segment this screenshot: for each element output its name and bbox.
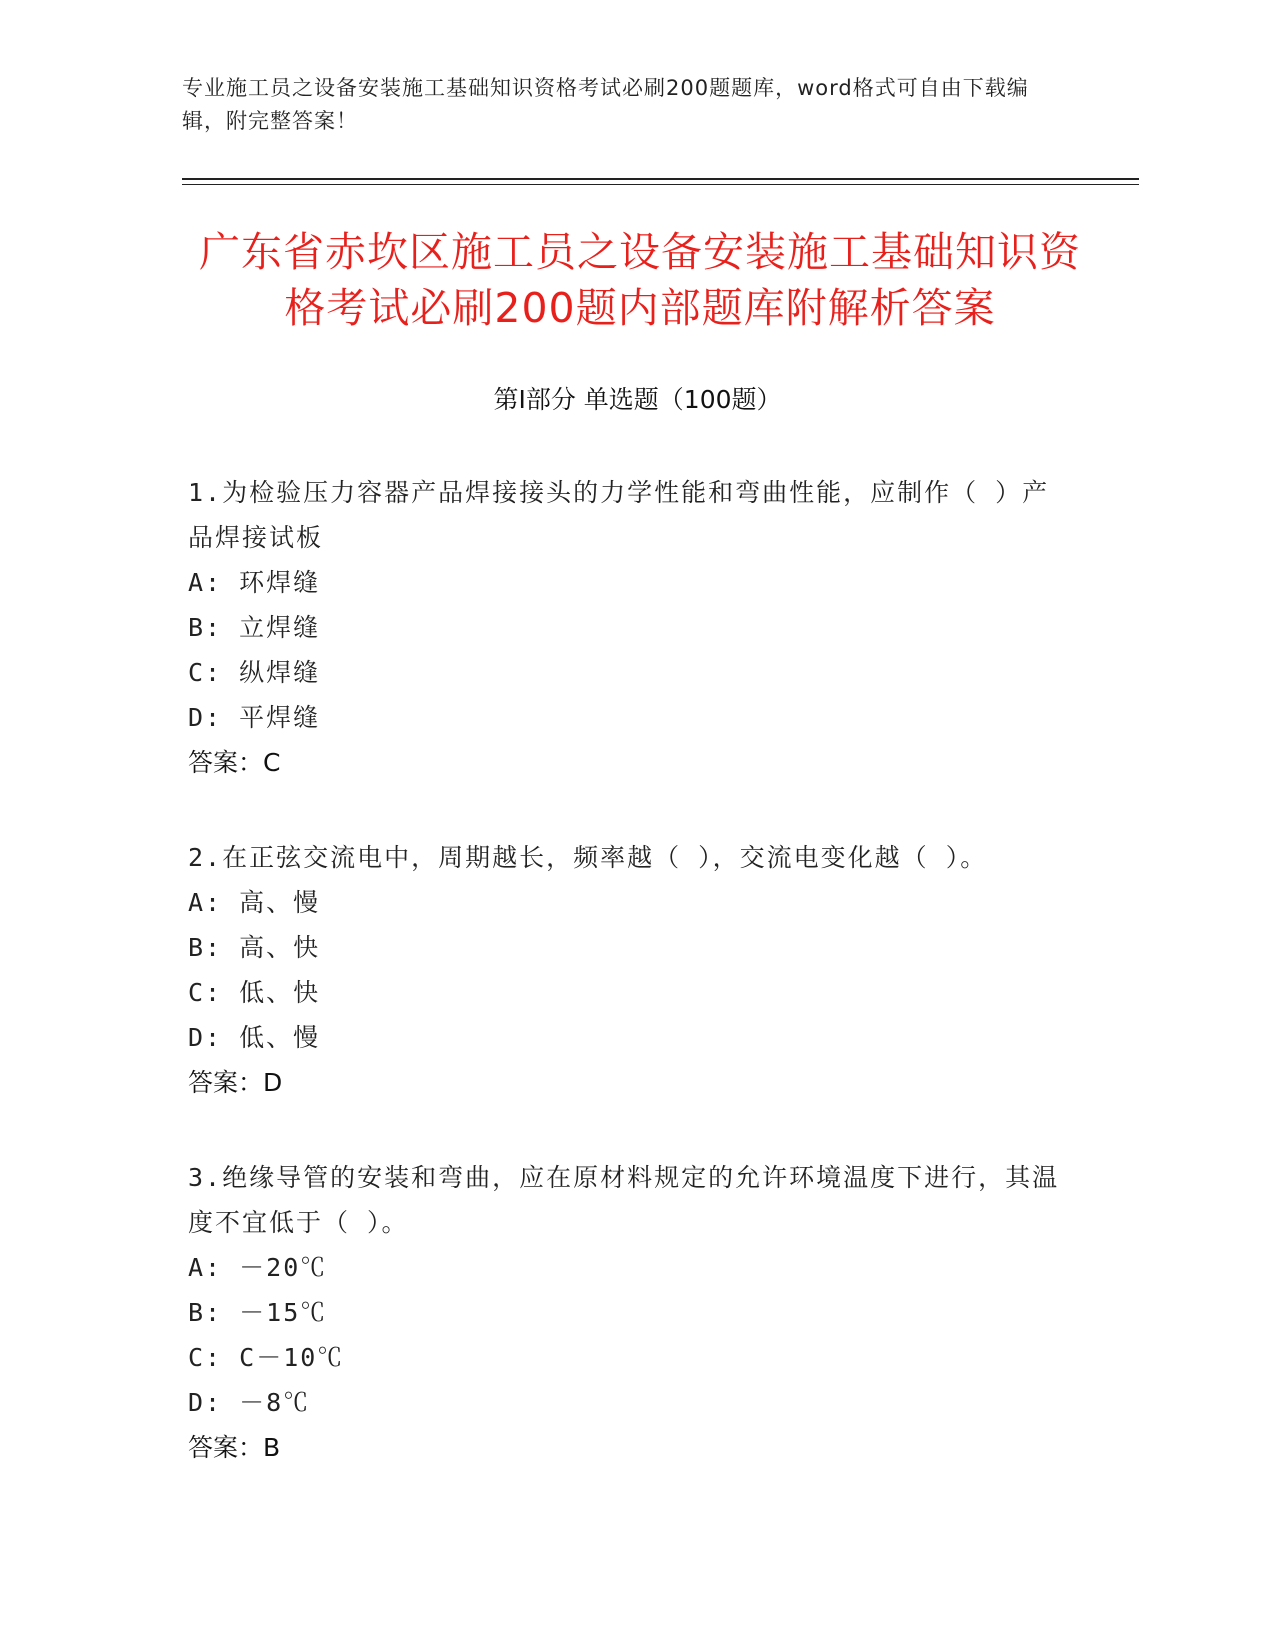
answer-line: 答案：C (188, 748, 281, 777)
option-d: D: －8℃ (188, 1388, 311, 1417)
header-divider-thick (182, 178, 1139, 180)
option-d: D: 低、慢 (188, 1023, 321, 1052)
option-c: C: 低、快 (188, 978, 321, 1007)
document-title: 广东省赤坎区施工员之设备安装施工基础知识资格考试必刷200题内部题库附解析答案 (199, 228, 1081, 332)
option-a: A: －20℃ (188, 1253, 328, 1282)
option-b: B: 高、快 (188, 933, 321, 962)
question-stem: 3.绝缘导管的安装和弯曲，应在原材料规定的允许环境温度下进行，其温度不宜低于（ ）。 (188, 1163, 1060, 1237)
header-divider-thin (182, 184, 1139, 185)
question-list (188, 470, 1068, 1520)
question-1 (188, 470, 1068, 785)
option-d: D: 平焊缝 (188, 703, 321, 732)
question-stem: 2.在正弦交流电中，周期越长，频率越（ ），交流电变化越（ ）。 (188, 843, 988, 872)
answer-line: 答案：D (188, 1068, 283, 1097)
option-b: B: －15℃ (188, 1298, 328, 1327)
option-c: C: C－10℃ (188, 1343, 345, 1372)
option-c: C: 纵焊缝 (188, 658, 321, 687)
option-b: B: 立焊缝 (188, 613, 321, 642)
answer-line: 答案：B (188, 1433, 281, 1462)
section-heading: 第Ⅰ部分 单选题（100题） (493, 385, 782, 414)
header-note: 专业施工员之设备安装施工基础知识资格考试必刷200题题库，word格式可自由下载编辑，附完整答案！ (182, 76, 1029, 133)
question-stem: 1.为检验压力容器产品焊接接头的力学性能和弯曲性能，应制作（ ）产品焊接试板 (188, 478, 1050, 552)
option-a: A: 环焊缝 (188, 568, 321, 597)
question-2 (188, 835, 1068, 1105)
option-a: A: 高、慢 (188, 888, 321, 917)
question-3 (188, 1155, 1068, 1470)
